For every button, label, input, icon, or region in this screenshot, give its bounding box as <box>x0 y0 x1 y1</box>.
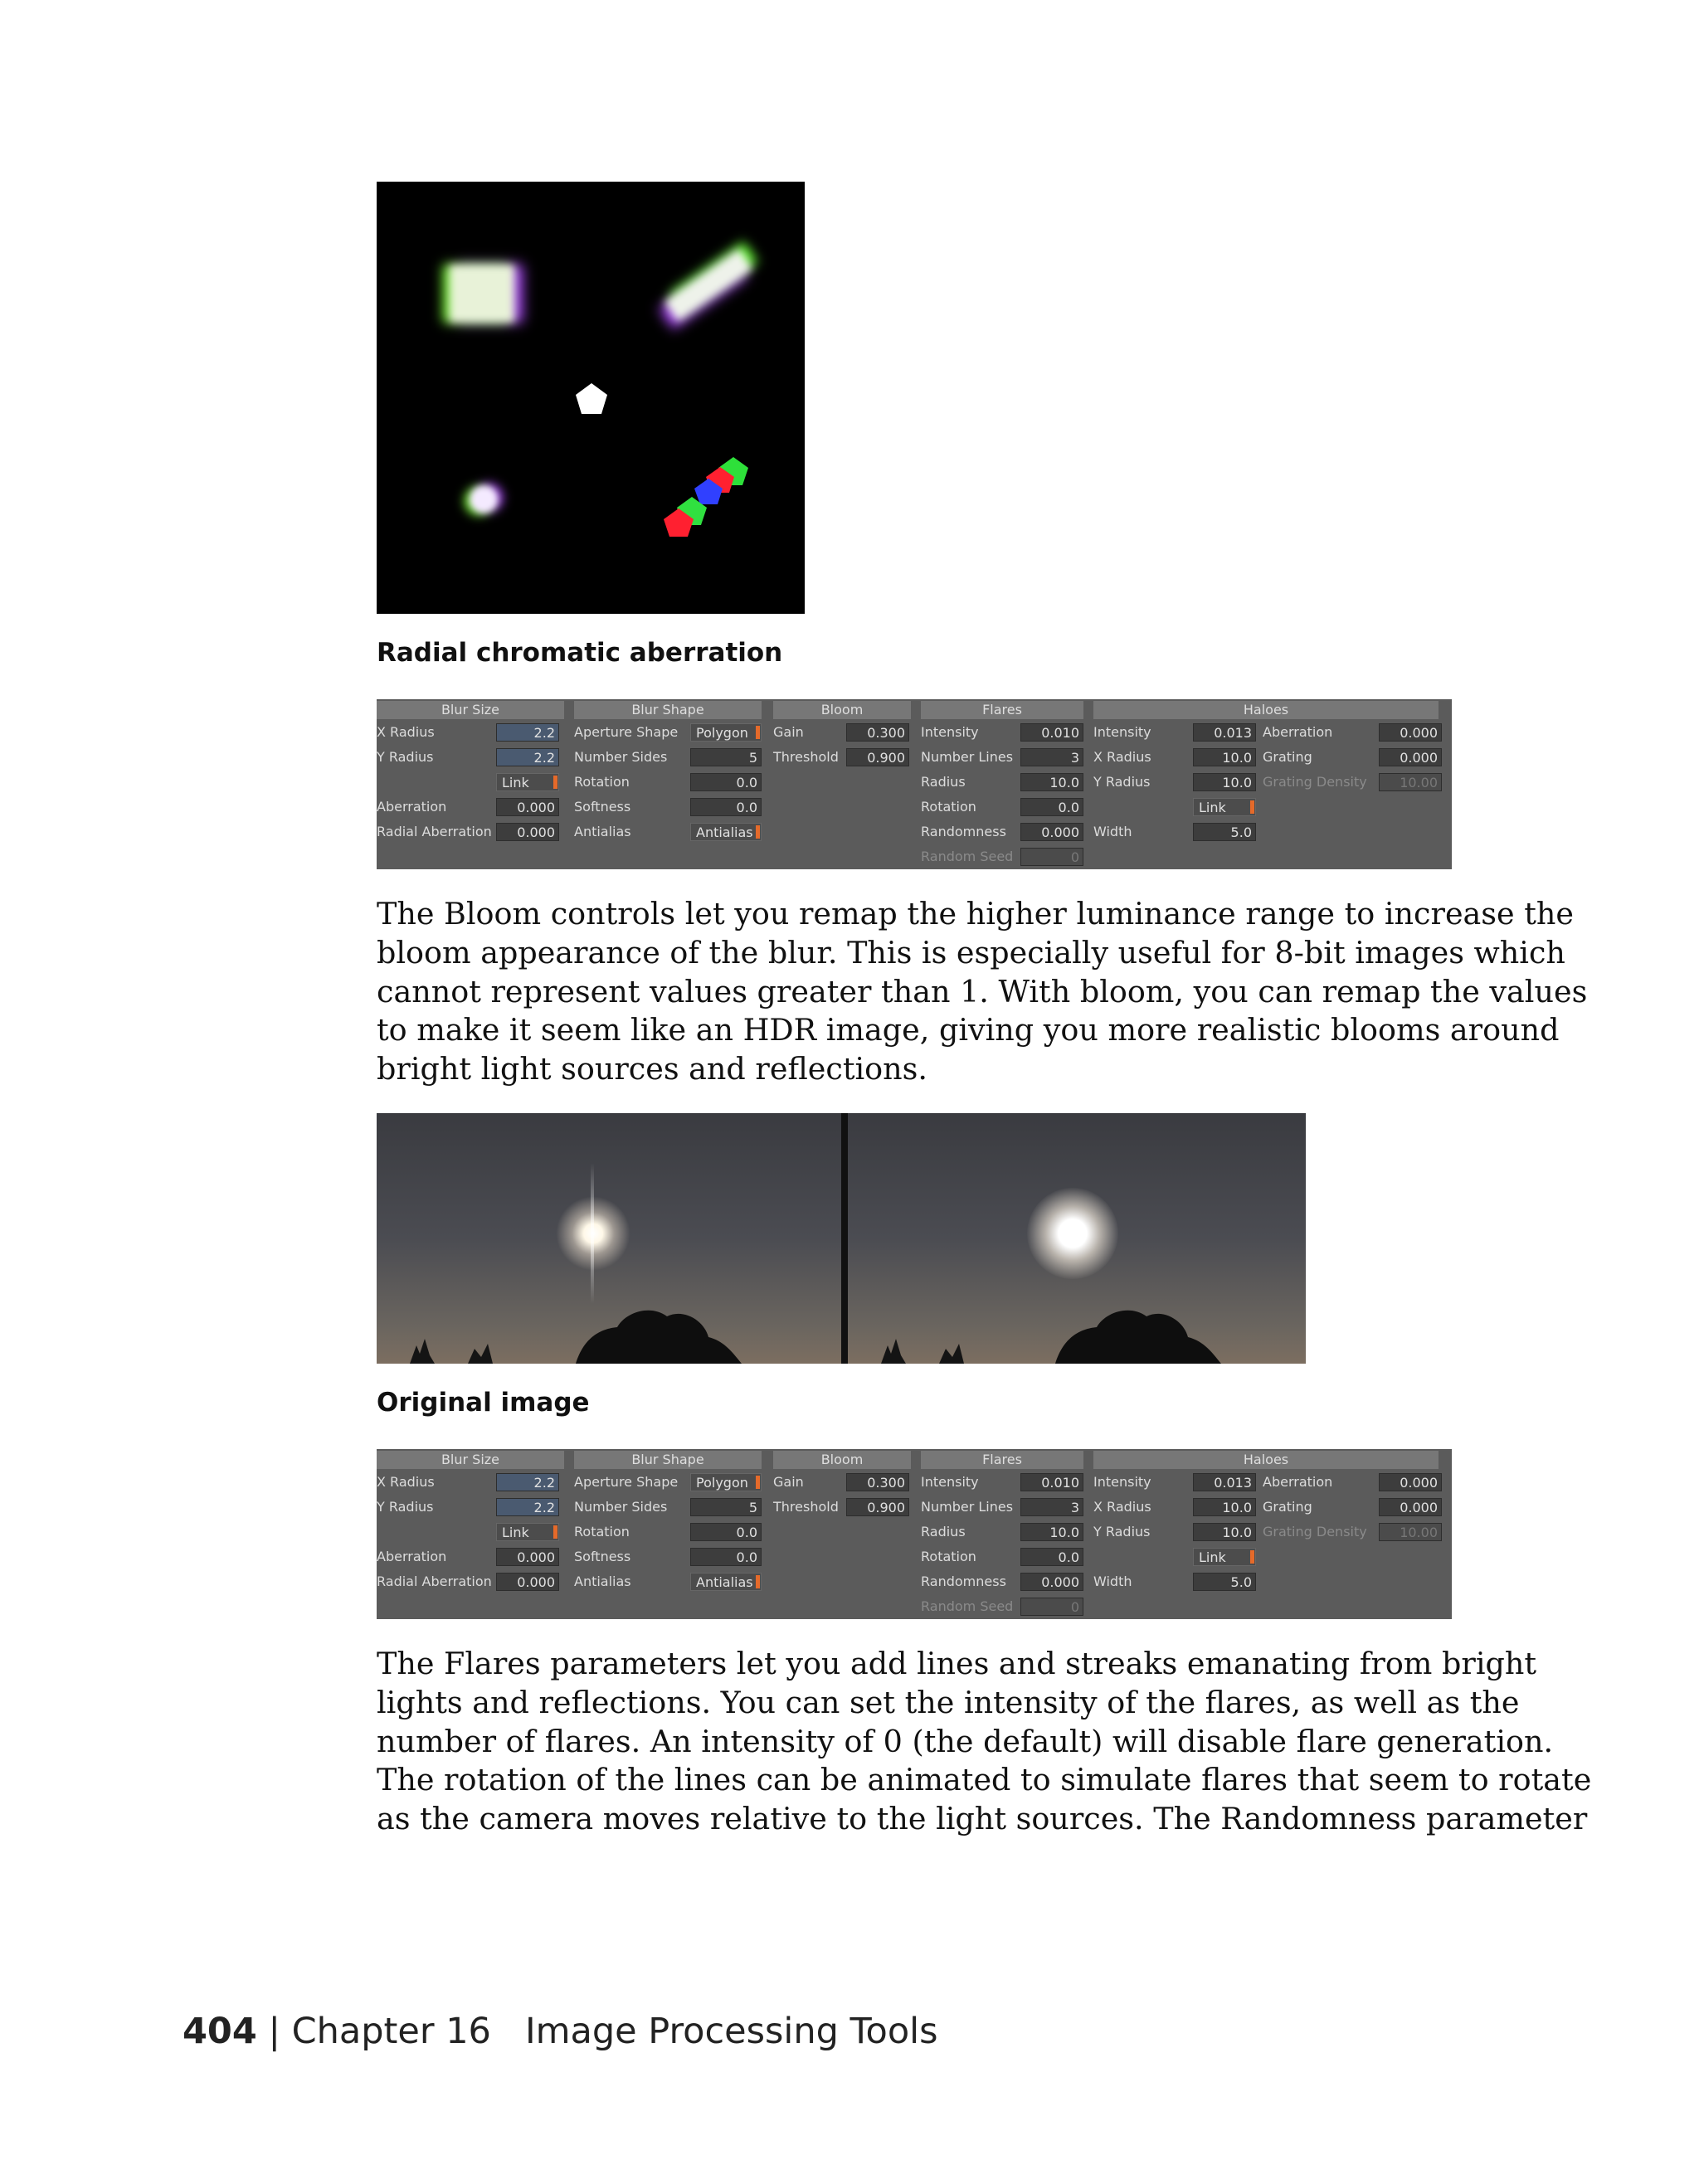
radial-aberration-label: Radial Aberration <box>377 824 492 839</box>
flares-rotation-label: Rotation <box>921 1549 976 1564</box>
rotation-label: Rotation <box>574 774 630 790</box>
haloes-aberration-label: Aberration <box>1263 724 1333 740</box>
softness-field[interactable]: 0.0 <box>690 1548 762 1566</box>
randomness-field[interactable]: 0.000 <box>1020 1573 1083 1591</box>
softness-label: Softness <box>574 799 631 815</box>
chapter-label: Chapter 16 <box>291 2011 491 2052</box>
haloes-y-radius-field[interactable]: 10.0 <box>1193 773 1256 791</box>
tree-silhouette <box>848 1279 1306 1364</box>
haloes-header: Haloes <box>1093 701 1439 719</box>
flares-intensity-label: Intensity <box>921 1474 979 1490</box>
blur-size-header: Blur Size <box>377 701 564 719</box>
haloes-y-radius-label: Y Radius <box>1093 1524 1151 1540</box>
number-lines-label: Number Lines <box>921 1499 1014 1515</box>
antialias-label: Antialias <box>574 1574 631 1589</box>
number-sides-field[interactable]: 5 <box>690 1498 762 1516</box>
aberration-field[interactable]: 0.000 <box>496 1548 559 1566</box>
threshold-field[interactable]: 0.900 <box>846 1498 909 1516</box>
x-radius-field[interactable]: 2.2 <box>496 723 559 742</box>
chromatic-aberration-image <box>377 182 805 614</box>
parameter-panel <box>377 699 1452 869</box>
radial-aberration-field[interactable]: 0.000 <box>496 823 559 841</box>
haloes-x-radius-field[interactable]: 10.0 <box>1193 748 1256 766</box>
radial-aberration-field[interactable]: 0.000 <box>496 1573 559 1591</box>
width-label: Width <box>1093 824 1132 839</box>
rotation-label: Rotation <box>574 1524 630 1540</box>
tree-silhouette <box>377 1279 841 1364</box>
threshold-field[interactable]: 0.900 <box>846 748 909 766</box>
number-lines-field[interactable]: 3 <box>1020 748 1083 766</box>
radial-aberration-label: Radial Aberration <box>377 1574 492 1589</box>
randomness-field[interactable]: 0.000 <box>1020 823 1083 841</box>
flares-radius-field[interactable]: 10.0 <box>1020 773 1083 791</box>
flares-radius-label: Radius <box>921 774 966 790</box>
blur-shape-header: Blur Shape <box>574 701 762 719</box>
haloes-aberration-field[interactable]: 0.000 <box>1379 1473 1442 1491</box>
grating-label: Grating <box>1263 1499 1312 1515</box>
haloes-header: Haloes <box>1093 1451 1439 1469</box>
x-radius-label: X Radius <box>377 724 435 740</box>
x-radius-field[interactable]: 2.2 <box>496 1473 559 1491</box>
y-radius-label: Y Radius <box>377 749 434 765</box>
aperture-shape-label: Aperture Shape <box>574 1474 679 1490</box>
haloes-intensity-field[interactable]: 0.013 <box>1193 1473 1256 1491</box>
flares-header: Flares <box>921 1451 1083 1469</box>
antialias-label: Antialias <box>574 824 631 839</box>
threshold-label: Threshold <box>773 1499 839 1515</box>
parameter-panel <box>377 1449 1452 1619</box>
streak-light-shape <box>664 249 752 322</box>
flares-intensity-field[interactable]: 0.010 <box>1020 1473 1083 1491</box>
paragraph-line: number of flares. An intensity of 0 (the default) will disable flare generation. <box>377 1723 1554 1759</box>
paragraph-line: The Bloom controls let you remap the higher luminance range to increase the <box>377 896 1575 931</box>
flares-intensity-label: Intensity <box>921 724 979 740</box>
flares-radius-field[interactable]: 10.0 <box>1020 1523 1083 1541</box>
figure-caption: Original image <box>377 1388 590 1418</box>
flares-intensity-field[interactable]: 0.010 <box>1020 723 1083 742</box>
flares-rotation-field[interactable]: 0.0 <box>1020 798 1083 816</box>
flares-paragraph <box>377 1645 1592 1839</box>
flares-rotation-label: Rotation <box>921 799 976 815</box>
grating-field[interactable]: 0.000 <box>1379 748 1442 766</box>
antialias-button[interactable]: Antialias <box>690 1573 762 1591</box>
blur-size-header: Blur Size <box>377 1451 564 1469</box>
link-button[interactable]: Link <box>496 773 559 791</box>
paragraph-line: lights and reflections. You can set the intensity of the flares, as well as the <box>377 1684 1520 1720</box>
gain-label: Gain <box>773 724 804 740</box>
round-light-shape <box>470 485 498 513</box>
haloes-aberration-label: Aberration <box>1263 1474 1333 1490</box>
random-seed-field[interactable]: 0 <box>1020 848 1083 866</box>
sun-bloom <box>1027 1188 1118 1279</box>
flares-radius-label: Radius <box>921 1524 966 1540</box>
random-seed-field[interactable]: 0 <box>1020 1598 1083 1616</box>
bloom-paragraph <box>377 895 1588 1089</box>
haloes-intensity-label: Intensity <box>1093 1474 1151 1490</box>
softness-field[interactable]: 0.0 <box>690 798 762 816</box>
haloes-aberration-field[interactable]: 0.000 <box>1379 723 1442 742</box>
number-lines-field[interactable]: 3 <box>1020 1498 1083 1516</box>
rotation-field[interactable]: 0.0 <box>690 773 762 791</box>
haloes-y-radius-field[interactable]: 10.0 <box>1193 1523 1256 1541</box>
chapter-title: Image Processing Tools <box>524 2011 938 2052</box>
haloes-x-radius-label: X Radius <box>1093 1499 1151 1515</box>
haloes-y-radius-label: Y Radius <box>1093 774 1151 790</box>
haloes-link-button[interactable]: Link <box>1193 1548 1256 1566</box>
number-sides-field[interactable]: 5 <box>690 748 762 766</box>
paragraph-line: as the camera moves relative to the light sources. The Randomness parameter <box>377 1801 1588 1837</box>
paragraph-line: bright light sources and reflections. <box>377 1051 927 1087</box>
paragraph-line: The Flares parameters let you add lines and streaks emanating from bright <box>377 1646 1537 1681</box>
width-field[interactable]: 5.0 <box>1193 823 1256 841</box>
gain-label: Gain <box>773 1474 804 1490</box>
x-radius-label: X Radius <box>377 1474 435 1490</box>
aperture-shape-select[interactable]: Polygon <box>690 1473 762 1491</box>
number-sides-label: Number Sides <box>574 749 668 765</box>
y-radius-field[interactable]: 2.2 <box>496 748 559 766</box>
figure-caption: Radial chromatic aberration <box>377 638 783 668</box>
threshold-label: Threshold <box>773 749 839 765</box>
grating-field[interactable]: 0.000 <box>1379 1498 1442 1516</box>
haloes-link-button[interactable]: Link <box>1193 798 1256 816</box>
random-seed-label: Random Seed <box>921 849 1014 864</box>
bloom-comparison-image <box>377 1113 1306 1364</box>
haloes-x-radius-field[interactable]: 10.0 <box>1193 1498 1256 1516</box>
pentagon-light-shape <box>574 382 609 416</box>
grating-density-field[interactable]: 10.00 <box>1379 773 1442 791</box>
width-label: Width <box>1093 1574 1132 1589</box>
blur-shape-header: Blur Shape <box>574 1451 762 1469</box>
page-footer <box>183 2011 937 2052</box>
aperture-shape-label: Aperture Shape <box>574 724 679 740</box>
number-sides-label: Number Sides <box>574 1499 668 1515</box>
footer-separator: | <box>268 2011 280 2052</box>
aberration-field[interactable]: 0.000 <box>496 798 559 816</box>
softness-label: Softness <box>574 1549 631 1564</box>
haloes-x-radius-label: X Radius <box>1093 749 1151 765</box>
bloom-header: Bloom <box>773 1451 911 1469</box>
antialias-button[interactable]: Antialias <box>690 823 762 841</box>
square-light-shape <box>450 265 514 323</box>
original-sky-image <box>377 1113 841 1364</box>
flares-header: Flares <box>921 701 1083 719</box>
rgb-pentagons-shape <box>650 455 750 547</box>
haloes-intensity-label: Intensity <box>1093 724 1151 740</box>
grating-density-label: Grating Density <box>1263 1524 1367 1540</box>
haloes-intensity-field[interactable]: 0.013 <box>1193 723 1256 742</box>
aberration-label: Aberration <box>377 799 447 815</box>
paragraph-line: The rotation of the lines can be animated to simulate flares that seem to rotate <box>377 1762 1592 1798</box>
rotation-field[interactable]: 0.0 <box>690 1523 762 1541</box>
grating-label: Grating <box>1263 749 1312 765</box>
link-button[interactable]: Link <box>496 1523 559 1541</box>
paragraph-line: bloom appearance of the blur. This is especially useful for 8-bit images which <box>377 934 1565 970</box>
width-field[interactable]: 5.0 <box>1193 1573 1256 1591</box>
aberration-label: Aberration <box>377 1549 447 1564</box>
randomness-label: Randomness <box>921 824 1006 839</box>
randomness-label: Randomness <box>921 1574 1006 1589</box>
aperture-shape-select[interactable]: Polygon <box>690 723 762 742</box>
paragraph-line: to make it seem like an HDR image, giving you more realistic blooms around <box>377 1012 1560 1048</box>
paragraph-line: cannot represent values greater than 1. With bloom, you can remap the values <box>377 973 1588 1009</box>
random-seed-label: Random Seed <box>921 1598 1014 1614</box>
bloom-header: Bloom <box>773 701 911 719</box>
flares-rotation-field[interactable]: 0.0 <box>1020 1548 1083 1566</box>
grating-density-label: Grating Density <box>1263 774 1367 790</box>
page-number: 404 <box>183 2011 257 2052</box>
number-lines-label: Number Lines <box>921 749 1014 765</box>
gain-field[interactable]: 0.300 <box>846 723 909 742</box>
grating-density-field[interactable]: 10.00 <box>1379 1523 1442 1541</box>
y-radius-field[interactable]: 2.2 <box>496 1498 559 1516</box>
gain-field[interactable]: 0.300 <box>846 1473 909 1491</box>
bloomed-sky-image <box>848 1113 1306 1364</box>
y-radius-label: Y Radius <box>377 1499 434 1515</box>
